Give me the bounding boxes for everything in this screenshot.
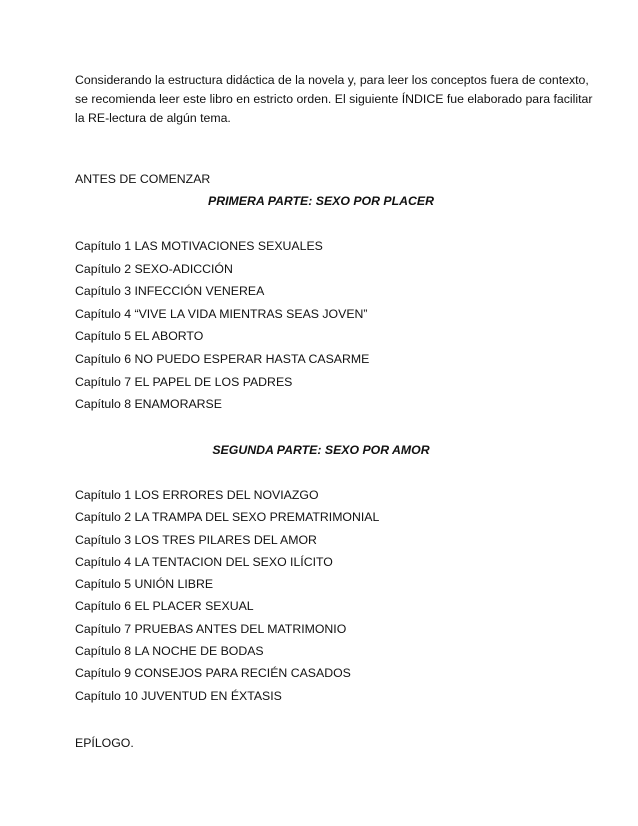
chapter-entry: Capítulo 4 “VIVE LA VIDA MIENTRAS SEAS JOVEN” bbox=[75, 306, 368, 321]
chapter-entry: Capítulo 5 UNIÓN LIBRE bbox=[75, 577, 214, 592]
chapter-entry: Capítulo 6 NO PUEDO ESPERAR HASTA CASARME bbox=[75, 351, 370, 366]
chapter-entry: Capítulo 3 INFECCIÓN VENEREA bbox=[75, 284, 265, 299]
primera-parte-chapter-list bbox=[75, 237, 369, 418]
intro-line: Considerando la estructura didáctica de la novela y, para leer los conceptos fuera de contexto, bbox=[75, 73, 589, 87]
intro-line: se recomienda leer este libro en estricto orden. El siguiente ÍNDICE fue elaborado para facilitar bbox=[75, 92, 593, 106]
chapter-entry: Capítulo 4 LA TENTACION DEL SEXO ILÍCITO bbox=[75, 554, 333, 569]
segunda-parte-heading: SEGUNDA PARTE: SEXO POR AMOR bbox=[212, 443, 430, 457]
chapter-entry: Capítulo 9 CONSEJOS PARA RECIÉN CASADOS bbox=[75, 666, 351, 681]
primera-parte-heading: PRIMERA PARTE: SEXO POR PLACER bbox=[208, 194, 434, 208]
chapter-entry: Capítulo 3 LOS TRES PILARES DEL AMOR bbox=[75, 532, 317, 547]
antes-de-comenzar: ANTES DE COMENZAR bbox=[75, 172, 211, 186]
chapter-entry: Capítulo 6 EL PLACER SEXUAL bbox=[75, 599, 254, 614]
chapter-entry: Capítulo 8 ENAMORARSE bbox=[75, 397, 222, 412]
chapter-entry: Capítulo 7 EL PAPEL DE LOS PADRES bbox=[75, 374, 293, 389]
segunda-parte-chapter-list bbox=[75, 486, 379, 709]
chapter-entry: Capítulo 7 PRUEBAS ANTES DEL MATRIMONIO bbox=[75, 621, 347, 636]
intro-paragraph bbox=[75, 71, 593, 128]
epilogo: EPÍLOGO. bbox=[75, 736, 134, 750]
chapter-entry: Capítulo 1 LAS MOTIVACIONES SEXUALES bbox=[75, 239, 323, 253]
chapter-entry: Capítulo 2 LA TRAMPA DEL SEXO PREMATRIMONIAL bbox=[75, 510, 380, 525]
chapter-entry: Capítulo 2 SEXO-ADICCIÓN bbox=[75, 261, 233, 276]
chapter-entry: Capítulo 10 JUVENTUD EN ÉXTASIS bbox=[75, 688, 282, 703]
chapter-entry: Capítulo 8 LA NOCHE DE BODAS bbox=[75, 644, 264, 659]
intro-line: la RE-lectura de algún tema. bbox=[75, 111, 231, 125]
chapter-entry: Capítulo 5 EL ABORTO bbox=[75, 329, 204, 344]
chapter-entry: Capítulo 1 LOS ERRORES DEL NOVIAZGO bbox=[75, 488, 319, 502]
